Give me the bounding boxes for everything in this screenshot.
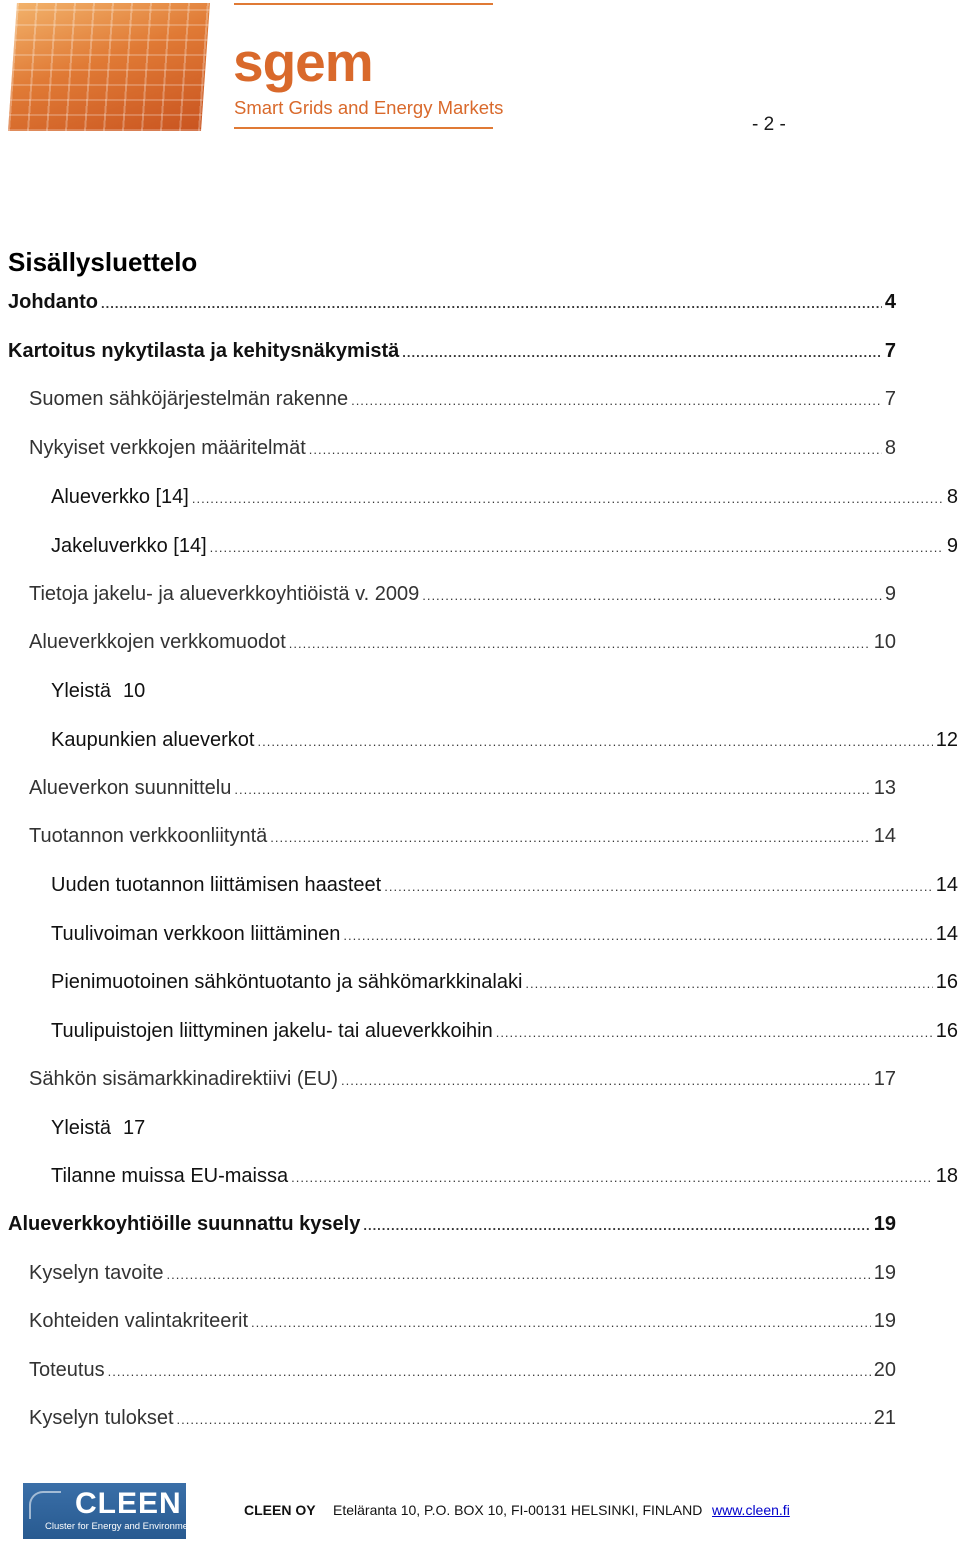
toc-entry[interactable] <box>29 1307 896 1335</box>
toc-entry[interactable] <box>29 628 896 656</box>
toc-entry-title: Tilanne muissa EU-maissa <box>51 1165 289 1187</box>
toc-entry-title: Uuden tuotannon liittämisen haasteet <box>51 874 382 896</box>
logo-divider-top <box>234 3 493 5</box>
toc-entry[interactable] <box>29 434 896 462</box>
toc-entry-page: 17 <box>873 1068 896 1090</box>
toc-leader-dots <box>309 436 882 464</box>
toc-entry-title: Alueverkkojen verkkomuodot <box>29 631 286 653</box>
toc-leader-dots <box>422 582 882 610</box>
cleen-logo <box>23 1483 197 1539</box>
toc-entry-page: 4 <box>884 291 896 313</box>
toc-entry-page: 7 <box>884 340 896 362</box>
toc-leader-dots <box>351 387 882 415</box>
toc-entry-page: 17 <box>123 1117 146 1139</box>
toc-leader-dots <box>234 776 870 804</box>
toc-entry[interactable] <box>51 677 145 705</box>
toc-entry-title: Alueverkon suunnittelu <box>29 777 232 799</box>
toc-entry[interactable] <box>29 822 896 850</box>
toc-entry-title: Tuulipuistojen liittyminen jakelu- tai alueverkkoihin <box>51 1020 493 1042</box>
toc-entry[interactable] <box>51 483 958 511</box>
toc-entry-title: Kaupunkien alueverkot <box>51 729 255 751</box>
toc-leader-dots <box>496 1019 933 1047</box>
toc-entry-page: 14 <box>935 874 958 896</box>
toc-entry-title: Kyselyn tavoite <box>29 1262 164 1284</box>
toc-entry[interactable] <box>51 726 958 754</box>
toc-entry-title: Johdanto <box>8 291 98 313</box>
toc-entry-page: 19 <box>873 1213 896 1235</box>
footer-website-link[interactable]: www.cleen.fi <box>712 1502 790 1518</box>
toc-entry-page: 9 <box>946 535 958 557</box>
toc-entry[interactable] <box>8 1210 896 1238</box>
toc-leader-dots <box>251 1309 871 1337</box>
toc-entry[interactable] <box>29 1404 896 1432</box>
sgem-logo-tagline: Smart Grids and Energy Markets <box>234 97 504 118</box>
toc-entry[interactable] <box>51 968 958 996</box>
toc-entry-page: 16 <box>935 971 958 993</box>
toc-entry-title: Tietoja jakelu- ja alueverkkoyhtiöistä v. 2009 <box>29 583 420 605</box>
toc-entry-page: 13 <box>873 777 896 799</box>
toc-leader-dots <box>289 630 871 658</box>
toc-entry-title: Yleistä <box>51 680 112 702</box>
toc-entry-title: Alueverkkoyhtiöille suunnattu kysely <box>8 1213 361 1235</box>
toc-entry-page: 10 <box>873 631 896 653</box>
toc-entry-page: 14 <box>873 825 896 847</box>
toc-entry-page: 9 <box>884 583 896 605</box>
cleen-swoosh-icon <box>29 1491 61 1519</box>
toc-leader-dots <box>343 922 932 950</box>
toc-entry-title: Tuotannon verkkoonliityntä <box>29 825 268 847</box>
toc-entry-page: 21 <box>873 1407 896 1429</box>
toc-entry[interactable] <box>29 1259 896 1287</box>
toc-entry-title: Toteutus <box>29 1359 105 1381</box>
toc-entry[interactable] <box>29 774 896 802</box>
toc-leader-dots <box>177 1406 871 1434</box>
logo-divider-bottom <box>234 127 493 129</box>
toc-entry-title: Sähkön sisämarkkinadirektiivi (EU) <box>29 1068 338 1090</box>
toc-leader-dots <box>108 1358 871 1386</box>
toc-entry[interactable] <box>51 532 958 560</box>
footer-address: Eteläranta 10, P.O. BOX 10, FI-00131 HELSINKI, FINLAND <box>333 1502 703 1518</box>
toc-leader-dots <box>402 339 882 367</box>
toc-entry-title: Yleistä <box>51 1117 112 1139</box>
toc-entry[interactable] <box>29 1065 896 1093</box>
toc-entry[interactable] <box>29 580 896 608</box>
toc-leader-dots <box>210 534 944 562</box>
toc-entry-title: Jakeluverkko [14] <box>51 535 207 557</box>
toc-entry-page: 20 <box>873 1359 896 1381</box>
sgem-logo-word: sgem <box>233 31 373 93</box>
toc-leader-dots <box>101 290 882 318</box>
toc-entry[interactable] <box>29 385 896 413</box>
cleen-logo-subtitle: Cluster for Energy and Environment <box>45 1521 197 1532</box>
toc-heading: Sisällysluettelo <box>8 247 198 277</box>
toc-entry[interactable] <box>51 1017 958 1045</box>
toc-leader-dots <box>270 824 870 852</box>
toc-entry-page: 14 <box>935 923 958 945</box>
toc-entry[interactable] <box>29 1356 896 1384</box>
toc-leader-dots <box>363 1212 870 1240</box>
toc-entry-page: 19 <box>873 1262 896 1284</box>
toc-entry[interactable] <box>51 920 958 948</box>
toc-entry[interactable] <box>51 1114 145 1142</box>
toc-entry[interactable] <box>8 288 896 316</box>
toc-leader-dots <box>384 873 933 901</box>
toc-entry-title: Tuulivoiman verkkoon liittäminen <box>51 923 341 945</box>
toc-leader-dots <box>291 1164 933 1192</box>
toc-entry[interactable] <box>51 1162 958 1190</box>
cleen-logo-word: CLEEN <box>75 1487 182 1520</box>
toc-entry-page: 10 <box>123 680 146 702</box>
toc-entry-page: 16 <box>935 1020 958 1042</box>
toc-entry[interactable] <box>51 871 958 899</box>
toc-leader-dots <box>341 1067 871 1095</box>
toc-leader-dots <box>257 728 932 756</box>
footer-company: CLEEN OY <box>244 1502 316 1518</box>
toc-entry-title: Kohteiden valintakriteerit <box>29 1310 249 1332</box>
toc-leader-dots <box>192 485 944 513</box>
toc-entry-page: 12 <box>935 729 958 751</box>
toc-entry-page: 18 <box>935 1165 958 1187</box>
toc-entry-title: Pienimuotoinen sähköntuotanto ja sähkömarkkinalaki <box>51 971 523 993</box>
toc-entry-page: 8 <box>884 437 896 459</box>
solar-panel-logo-image <box>8 3 210 131</box>
toc-leader-dots <box>167 1261 871 1289</box>
toc-entry-page: 19 <box>873 1310 896 1332</box>
toc-entry[interactable] <box>8 337 896 365</box>
toc-entry-title: Suomen sähköjärjestelmän rakenne <box>29 388 349 410</box>
toc-leader-dots <box>525 970 932 998</box>
toc-entry-title: Alueverkko [14] <box>51 486 189 508</box>
page-number: - 2 - <box>752 114 786 135</box>
toc-entry-title: Nykyiset verkkojen määritelmät <box>29 437 306 459</box>
toc-entry-page: 8 <box>946 486 958 508</box>
toc-entry-title: Kartoitus nykytilasta ja kehitysnäkymistä <box>8 340 400 362</box>
toc-entry-title: Kyselyn tulokset <box>29 1407 174 1429</box>
toc-entry-page: 7 <box>884 388 896 410</box>
